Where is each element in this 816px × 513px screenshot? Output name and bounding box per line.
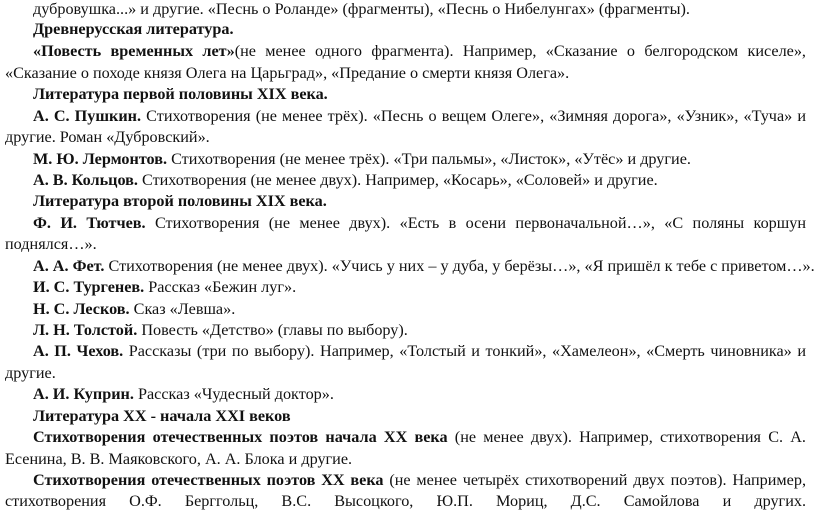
- section-heading: [0, 84, 816, 104]
- section-heading: [0, 406, 816, 426]
- line-bold: А. С. Пушкин.: [33, 107, 142, 125]
- text-line: [0, 127, 816, 147]
- heading-text: Литература XX - начала XXI веков: [33, 407, 291, 425]
- text-line: [0, 299, 816, 319]
- line-text: дубровушка...» и другие. «Песнь о Роланде» (фрагменты), «Песнь о Нибелунгах» (фрагменты).: [33, 0, 690, 18]
- line-bold: Стихотворения отечественных поэтов XX века: [33, 471, 384, 489]
- text-line: [0, 470, 816, 490]
- text-line: [0, 0, 816, 19]
- text-line: [0, 170, 816, 190]
- line-bold: А. А. Фет.: [33, 257, 105, 275]
- text-line: [0, 256, 816, 276]
- line-bold: «Повесть временных лет»: [33, 42, 235, 60]
- line-text: стихотворения О.Ф. Берггольц, В.С. Высоцкого, Ю.П. Мориц, Д.С. Самойлова и других.: [5, 492, 806, 510]
- line-bold: М. Ю. Лермонтов.: [33, 150, 168, 168]
- line-bold: Л. Н. Толстой.: [33, 321, 138, 339]
- heading-text: Древнерусская литература.: [33, 20, 234, 38]
- line-bold: И. С. Тургенев.: [33, 278, 145, 296]
- text-line: [0, 149, 816, 169]
- heading-text: Литература первой половины XIX века.: [33, 85, 328, 103]
- line-text: Стихотворения (не менее двух). «Учись у них – у дуба, у берёзы…», «Я пришёл к тебе с приветом…».: [104, 257, 815, 275]
- line-text: (не менее одного фрагмента). Например, «Сказание о белгородском киселе»,: [234, 42, 806, 60]
- text-line: [0, 213, 816, 233]
- text-line: [0, 41, 816, 61]
- line-text: (не менее двух). Например, стихотворения С. А.: [447, 428, 806, 446]
- text-line: [0, 63, 816, 83]
- section-heading: [0, 191, 816, 211]
- line-text: Сказ «Левша».: [129, 300, 236, 318]
- text-line: [0, 449, 816, 469]
- line-text: Стихотворения (не менее трёх). «Песнь о вещем Олеге», «Зимняя дорога», «Узник», «Туча» и: [141, 107, 806, 125]
- line-text: «Сказание о походе князя Олега на Царьград», «Предание о смерти князя Олега».: [5, 64, 570, 82]
- line-text: поднялся…».: [5, 235, 97, 253]
- heading-text: Литература второй половины XIX века.: [33, 192, 327, 210]
- line-text: Рассказ «Чудесный доктор».: [133, 385, 334, 403]
- line-bold: А. П. Чехов.: [33, 342, 124, 360]
- line-text: Рассказы (три по выбору). Например, «Толстый и тонкий», «Хамелеон», «Смерть чиновника» и: [123, 342, 806, 360]
- line-text: Стихотворения (не менее двух). «Есть в осени первоначальной…», «С поляны коршун: [145, 214, 806, 232]
- line-text: Стихотворения (не менее трёх). «Три пальмы», «Листок», «Утёс» и другие.: [167, 150, 691, 168]
- text-line: [0, 320, 816, 340]
- text-line: [0, 277, 816, 297]
- line-text: Повесть «Детство» (главы по выбору).: [137, 321, 408, 339]
- line-bold: Н. С. Лесков.: [33, 300, 130, 318]
- line-text: (не менее четырёх стихотворений двух поэтов). Например,: [383, 471, 806, 489]
- line-text: Стихотворения (не менее двух). Например, «Косарь», «Соловей» и другие.: [137, 171, 658, 189]
- text-line: [0, 106, 816, 126]
- section-heading: [0, 19, 816, 39]
- line-text: другие.: [5, 364, 56, 382]
- line-bold: Ф. И. Тютчев.: [33, 214, 146, 232]
- text-line: [0, 491, 816, 511]
- text-line: [0, 427, 816, 447]
- text-line: [0, 363, 816, 383]
- line-text: Рассказ «Бежин луг».: [144, 278, 297, 296]
- line-text: другие. Роман «Дубровский».: [5, 128, 210, 146]
- line-bold: А. В. Кольцов.: [33, 171, 138, 189]
- text-line: [0, 341, 816, 361]
- text-line: [0, 384, 816, 404]
- line-text: Есенина, В. В. Маяковского, А. А. Блока и другие.: [5, 450, 353, 468]
- line-bold: А. И. Куприн.: [33, 385, 134, 403]
- text-line: [0, 234, 816, 254]
- line-bold: Стихотворения отечественных поэтов начала XX века: [33, 428, 448, 446]
